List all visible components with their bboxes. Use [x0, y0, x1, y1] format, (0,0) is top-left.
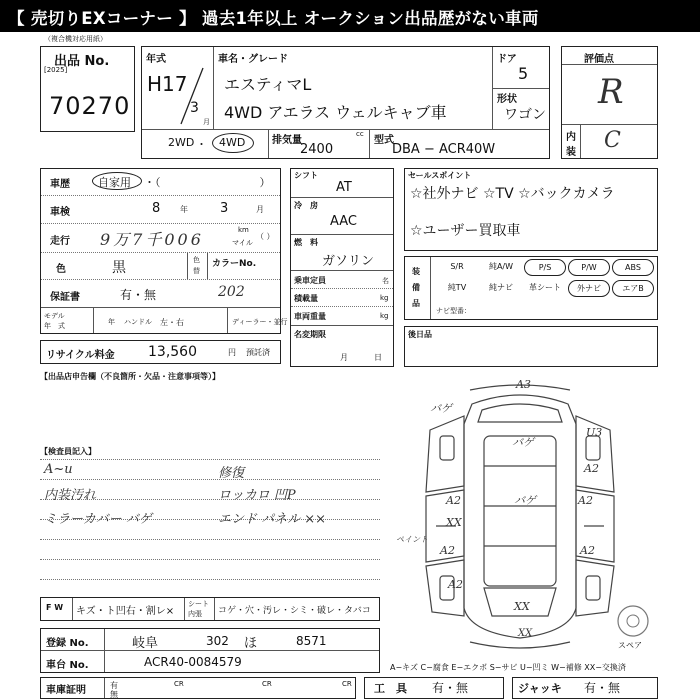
- inspection-month-unit: 月: [256, 205, 264, 214]
- certificate-cr-3: CR: [342, 680, 352, 688]
- jack-label: ジャッキ: [518, 682, 562, 695]
- interior-label-2: 装: [566, 147, 576, 158]
- certificate-no: 無: [110, 690, 118, 699]
- floor-label: F W: [46, 603, 64, 612]
- car-name-label: 車名・グレード: [218, 54, 288, 65]
- shape-label: 形状: [497, 94, 517, 105]
- inspector-line-2-left: 内装汚れ: [44, 488, 97, 503]
- load-unit: kg: [380, 294, 389, 302]
- lot-label: 出品 No.: [54, 54, 110, 69]
- equipment-item: 外ナビ: [568, 280, 610, 297]
- sales-points-line1: ☆社外ナビ ☆TV ☆バックカメラ: [410, 186, 615, 202]
- shape-value: ワゴン: [504, 107, 546, 123]
- displacement-value: 2400: [300, 142, 334, 157]
- dealer-label: ディーラー・並行: [232, 318, 288, 326]
- mark-a2-right-top: A2: [584, 462, 599, 475]
- equip-label-2: 備: [412, 283, 420, 292]
- seat-label-1: シート: [188, 600, 209, 608]
- mark-xx-rear-2: XX: [518, 628, 533, 639]
- doors-value: 5: [518, 64, 529, 83]
- inspection-year: 8: [152, 201, 161, 216]
- aftermarket-label: 後日品: [408, 330, 432, 339]
- car-name: エスティマL: [224, 75, 312, 94]
- spec-table: [40, 168, 281, 334]
- mark-a3: A3: [516, 378, 531, 391]
- mileage-value: 9万7千006: [100, 230, 204, 249]
- registration-label: 登録 No.: [46, 638, 89, 649]
- mileage-unit-km: km: [238, 226, 249, 234]
- banner-text: 【 売切りEXコーナー 】 過去1年以上 オークション出品歴がない車両: [8, 9, 539, 28]
- registration-class: 302: [206, 634, 229, 648]
- floor-items: キズ・ト凹右・割レ×: [76, 606, 175, 617]
- car-diagram: [400, 376, 640, 656]
- displacement-unit: cc: [356, 130, 364, 138]
- recycle-label: リサイクル料金: [46, 350, 115, 361]
- registration-region: 岐阜: [132, 636, 159, 651]
- inspector-line-3-right: エンド パネル ××: [218, 512, 327, 527]
- capacity-label: 乗車定員: [294, 276, 326, 285]
- inspector-line-3-left: ミラーカバー バゲ: [44, 512, 152, 527]
- sales-points-line2: ☆ユーザー買取車: [410, 223, 521, 239]
- color-value: 黒: [112, 260, 126, 276]
- mark-a2-right: A2: [578, 494, 593, 507]
- equipment-item: 純ナビ: [489, 283, 513, 292]
- year-slash: [175, 66, 205, 126]
- model-spec-year-unit: 年: [108, 318, 115, 326]
- mileage-unit-mile: マイル: [232, 239, 253, 247]
- score-overall: R: [598, 72, 624, 112]
- inspector-label: 【検査員記入】: [40, 447, 96, 456]
- history-selected: 自家用: [98, 176, 131, 189]
- lot-number: 70270: [49, 92, 131, 120]
- recycle-unit: 円: [228, 348, 236, 357]
- color-code: 202: [218, 284, 245, 300]
- year-label: 年式: [146, 54, 166, 65]
- equip-label-3: 品: [412, 299, 420, 308]
- displacement-label: 排気量: [272, 135, 302, 146]
- color-change-1: 色: [193, 256, 200, 264]
- shift-label: シフト: [294, 171, 318, 180]
- registration-kana: ほ: [244, 636, 258, 651]
- capacity-unit: 名: [382, 277, 389, 285]
- seller-notes-label: 【出品店申告欄（不良箇所・欠品・注意事項等）】: [40, 372, 220, 381]
- month-unit: 月: [203, 118, 210, 126]
- navi-label: ナビ型番：: [436, 307, 471, 315]
- interior-label-1: 内: [566, 132, 576, 143]
- shift-value: AT: [336, 180, 352, 195]
- equipment-item: P/S: [524, 259, 566, 276]
- lot-year-tag: [2025]: [44, 66, 68, 74]
- model-spec-1: モデル: [44, 312, 65, 320]
- certificate-box: [40, 677, 356, 699]
- warranty-value: 有・無: [120, 288, 157, 302]
- certificate-cr-1: CR: [174, 680, 184, 688]
- equipment-item: 純TV: [447, 283, 467, 292]
- score-interior: C: [604, 128, 621, 153]
- equipment-item: 革シート: [529, 283, 561, 292]
- weight-unit: kg: [380, 312, 389, 320]
- mark-a2-rear: A2: [448, 578, 463, 591]
- type-value: DBA − ACR40W: [392, 142, 496, 157]
- recycle-note: 預託済: [246, 348, 270, 357]
- equipment-item: 純A/W: [488, 262, 514, 271]
- weight-label: 車両重量: [294, 312, 326, 321]
- color-change-2: 替: [193, 267, 200, 275]
- car-grade: 4WD アエラス ウェルキャブ車: [224, 103, 447, 122]
- color-code-label: カラーNo.: [212, 259, 257, 269]
- equipment-item: エアB: [612, 280, 654, 297]
- name-change-day: 日: [374, 353, 382, 362]
- history-label: 車歴: [50, 179, 70, 190]
- inspection-label: 車検: [50, 207, 70, 218]
- registration-number: 8571: [296, 634, 327, 648]
- inspection-month: 3: [220, 201, 229, 216]
- equipment-item: ABS: [612, 259, 654, 276]
- aftermarket-box: [404, 326, 658, 367]
- seat-label-2: 内張: [188, 610, 202, 618]
- fuel-label: 燃 料: [294, 238, 318, 247]
- aircon-label: 冷 房: [294, 201, 318, 210]
- handle-label: ハンドル: [124, 318, 152, 326]
- handle-value: 左・右: [160, 318, 184, 327]
- mark-b-left: バゲ: [430, 402, 452, 415]
- tools-value: 有・無: [432, 681, 469, 695]
- top-note: （複合機対応用紙）: [44, 35, 107, 43]
- drive-4wd: 4WD: [219, 136, 246, 149]
- mark-a2-left: A2: [446, 494, 461, 507]
- mileage-paren: （ ）: [256, 232, 275, 241]
- score-label: 評価点: [584, 54, 614, 65]
- aircon-value: AAC: [330, 214, 357, 229]
- fuel-value: ガソリン: [322, 254, 375, 269]
- name-change-month: 月: [340, 353, 348, 362]
- equip-label-1: 装: [412, 267, 420, 276]
- tools-label: 工 具: [374, 682, 407, 695]
- chassis-label: 車台 No.: [46, 660, 89, 671]
- certificate-yes: 有: [110, 681, 118, 690]
- mark-xx-rear: XX: [514, 600, 530, 613]
- doors-label: ドア: [497, 54, 517, 65]
- color-label: 色: [56, 264, 66, 275]
- inspector-line-2-right: ロッカロ 凹P: [218, 488, 296, 503]
- jack-value: 有・無: [584, 681, 621, 695]
- month-value: 3: [190, 100, 199, 116]
- mark-b-center: バゲ: [512, 436, 534, 449]
- history-rest: ・（ ）: [144, 176, 271, 189]
- mark-paint: ペイント: [396, 535, 428, 544]
- mark-a2-right-low: A2: [580, 544, 595, 557]
- recycle-value: 13,560: [148, 344, 197, 360]
- certificate-label: 車庫証明: [46, 685, 86, 696]
- load-label: 積載量: [294, 294, 318, 303]
- warranty-label: 保証書: [50, 292, 80, 303]
- equipment-item: P/W: [568, 259, 610, 276]
- inspector-line-1-right: 修復: [218, 466, 245, 481]
- drive-sep: ・: [196, 138, 207, 151]
- seat-items: コゲ・穴・汚レ・シミ・破レ・タバコ: [218, 606, 371, 616]
- certificate-cr-2: CR: [262, 680, 272, 688]
- type-label: 型式: [374, 135, 394, 146]
- inspector-line-1-left: A~u: [44, 462, 73, 477]
- legend: A−キズ C−腐食 E−エクボ S−サビ U−凹ミ W−補修 XX−交換済: [390, 663, 626, 672]
- sales-points-label: セールスポイント: [408, 171, 472, 180]
- mark-u3: U3: [586, 426, 603, 439]
- mark-b-mid: バゲ: [514, 494, 536, 507]
- mark-a2-left-low: A2: [440, 544, 455, 557]
- chassis-value: ACR40-0084579: [144, 655, 242, 669]
- equipment-item: S/R: [450, 262, 464, 271]
- mileage-label: 走行: [50, 236, 70, 247]
- year-value: H17: [147, 72, 188, 96]
- name-change-label: 名変期限: [294, 330, 326, 339]
- mark-xx-left: XX: [446, 516, 462, 529]
- inspection-year-unit: 年: [180, 205, 188, 214]
- spare-label: スペア: [618, 641, 642, 650]
- model-spec-2: 年 式: [44, 322, 65, 330]
- drive-2wd: 2WD: [168, 136, 195, 149]
